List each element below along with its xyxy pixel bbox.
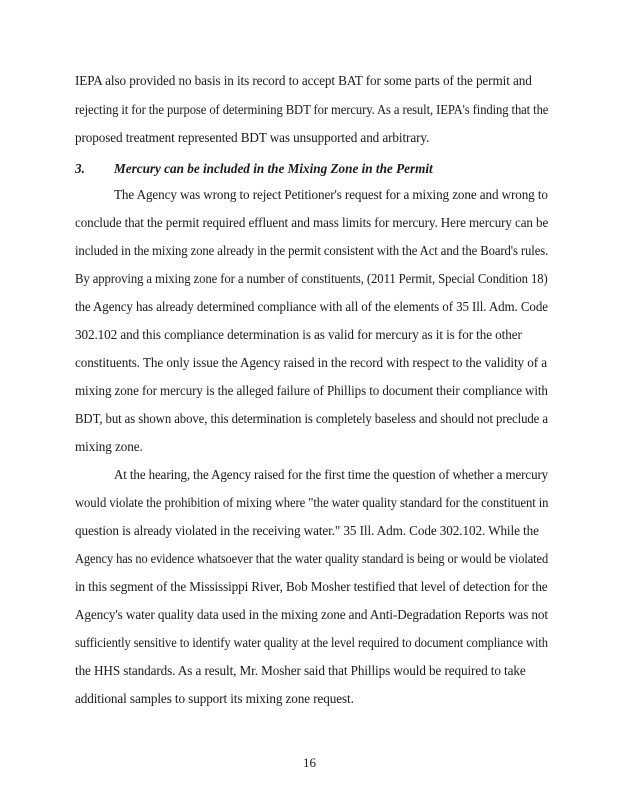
paragraph-2-line-8: mixing zone for mercury is the alleged failure of Phillips to document their compliance with — [75, 383, 548, 398]
section-title: Mercury can be included in the Mixing Zone in the Permit — [114, 161, 433, 176]
paragraph-1-line-3: proposed treatment represented BDT was unsupported and arbitrary. — [75, 130, 430, 145]
paragraph-2-line-9: BDT, but as shown above, this determination is completely baseless and should not preclude a — [75, 411, 548, 426]
paragraph-2-line-3: included in the mixing zone already in the permit consistent with the Act and the Board's rules. — [75, 243, 549, 258]
paragraph-3-line-4: Agency has no evidence whatsoever that the water quality standard is being or would be violated — [75, 551, 549, 566]
paragraph-3-line-8: the HHS standards. As a result, Mr. Mosher said that Phillips would be required to take — [75, 663, 526, 678]
page-number: 16 — [303, 755, 316, 770]
paragraph-3-line-3: question is already violated in the receiving water." 35 Ill. Adm. Code 302.102. While the — [75, 523, 539, 538]
paragraph-3-line-9: additional samples to support its mixing zone request. — [75, 691, 354, 706]
paragraph-1-line-2: rejecting it for the purpose of determining BDT for mercury. As a result, IEPA's finding that the — [75, 102, 549, 117]
paragraph-3-line-5: in this segment of the Mississippi River, Bob Mosher testified that level of detection for the — [75, 579, 548, 594]
paragraph-2-line-10: mixing zone. — [75, 439, 143, 454]
paragraph-2-line-1: The Agency was wrong to reject Petitioner's request for a mixing zone and wrong to — [114, 187, 548, 202]
paragraph-3-line-1: At the hearing, the Agency raised for the first time the question of whether a mercury — [114, 467, 549, 482]
paragraph-2-line-2: conclude that the permit required effluent and mass limits for mercury. Here mercury can be — [75, 215, 549, 230]
paragraph-1-line-1: IEPA also provided no basis in its record to accept BAT for some parts of the permit and — [75, 73, 532, 88]
section-heading — [75, 161, 433, 177]
paragraph-3-line-7: sufficiently sensitive to identify water quality at the level required to document compliance with — [75, 635, 548, 650]
section-number: 3. — [75, 161, 85, 176]
paragraph-3-line-6: Agency's water quality data used in the mixing zone and Anti-Degradation Reports was not — [75, 607, 548, 622]
paragraph-2-line-5: the Agency has already determined compliance with all of the elements of 35 Ill. Adm. Code — [75, 299, 548, 314]
paragraph-2-line-7: constituents. The only issue the Agency raised in the record with respect to the validity of a — [75, 355, 547, 370]
paragraph-3-line-2: would violate the prohibition of mixing where "the water quality standard for the constituent in — [75, 495, 549, 510]
paragraph-2-line-4: By approving a mixing zone for a number of constituents, (2011 Permit, Special Condition 18) — [75, 271, 548, 286]
paragraph-2-line-6: 302.102 and this compliance determination is as valid for mercury as it is for the other — [75, 327, 522, 342]
